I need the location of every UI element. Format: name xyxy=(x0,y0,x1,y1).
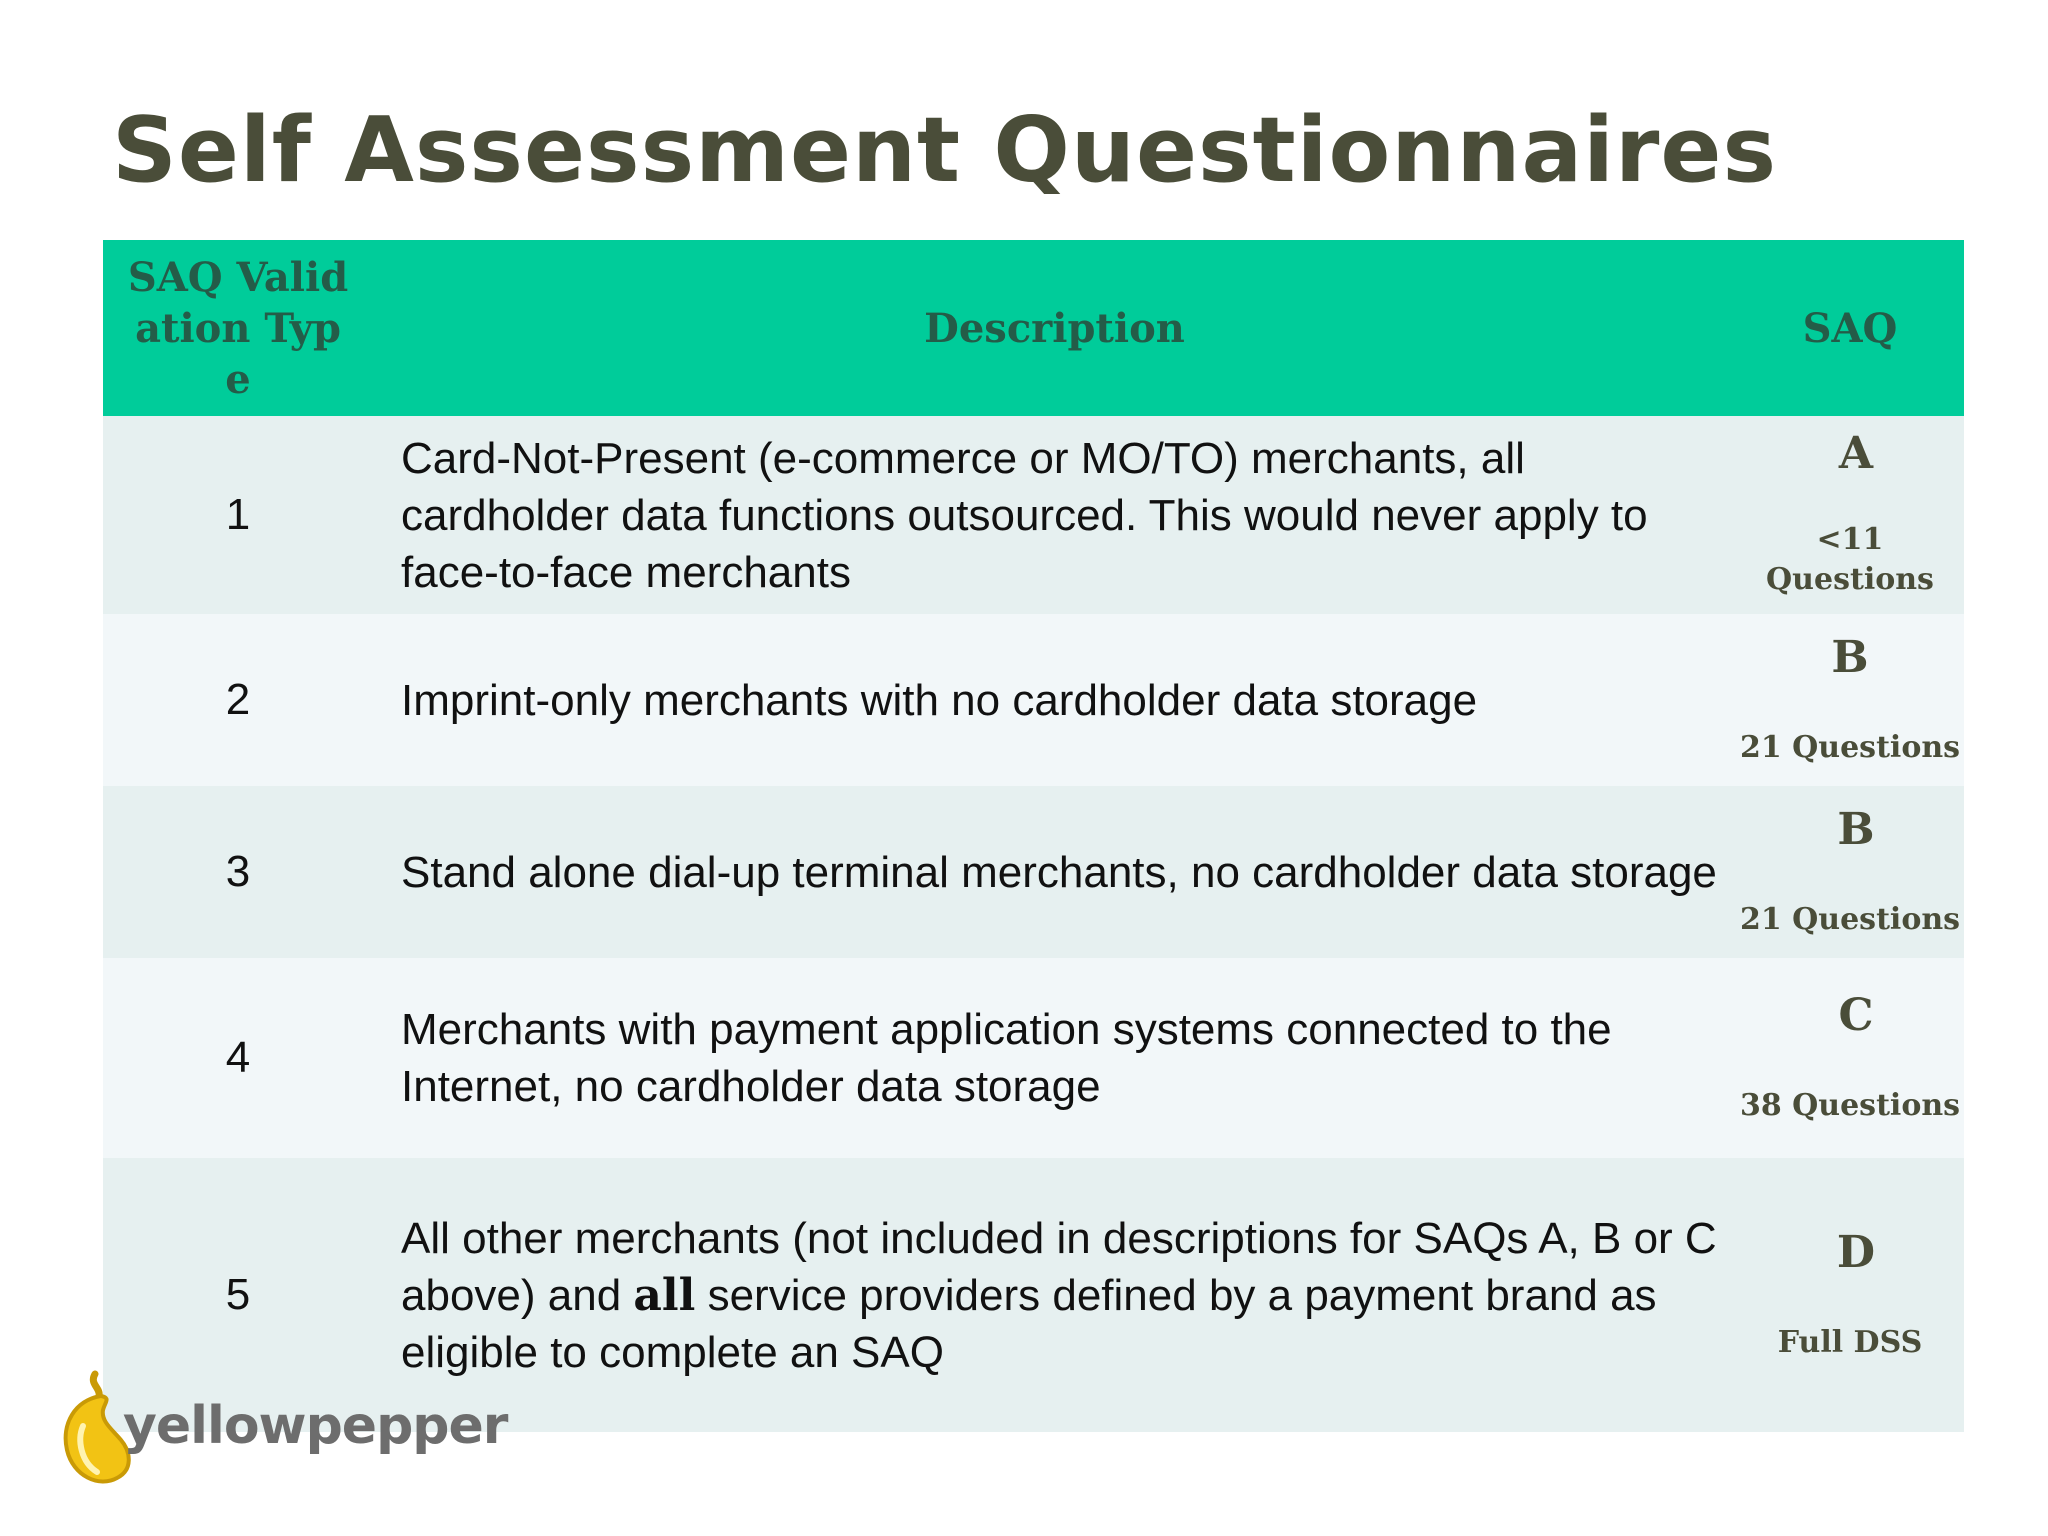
saq-cell xyxy=(1736,958,1964,1158)
saq-letter: C xyxy=(1838,990,1874,1041)
emphasis-all: all xyxy=(633,1269,696,1321)
validation-type-cell: 5 xyxy=(225,1270,251,1319)
table-row xyxy=(103,416,1964,614)
saq-letter: B xyxy=(1837,804,1875,855)
saq-letter: B xyxy=(1831,632,1869,683)
saq-cell xyxy=(1736,416,1964,614)
description-text: service providers defined by a payment brand as eligible to complete an SAQ xyxy=(401,1270,1657,1377)
table-header-row xyxy=(103,240,1964,416)
description-cell: Stand alone dial-up terminal merchants, no cardholder data storage xyxy=(401,847,1717,897)
saq-question-count: 38 Questions xyxy=(1739,1088,1961,1123)
saq-letter: A xyxy=(1838,428,1874,479)
saq-cell xyxy=(1736,1158,1964,1432)
validation-type-cell: 2 xyxy=(225,675,251,724)
table-row xyxy=(103,958,1964,1158)
table-row xyxy=(103,786,1964,958)
header-validation-type-label: SAQ Validation Type xyxy=(127,253,349,403)
yellowpepper-logo xyxy=(55,1366,508,1496)
saq-cell xyxy=(1736,614,1964,786)
description-cell: Imprint-only merchants with no cardholder data storage xyxy=(401,675,1478,725)
saq-question-count: 21 Questions xyxy=(1739,902,1961,937)
header-description: Description xyxy=(373,240,1736,416)
description-text: All other merchants (not included in descriptions for SAQs A, B or C above) and xyxy=(401,1213,1717,1320)
table-row xyxy=(103,614,1964,786)
saq-question-count: 21 Questions xyxy=(1739,730,1961,765)
saq-table xyxy=(103,240,1964,1432)
description-cell xyxy=(373,1158,1736,1432)
validation-type-cell: 3 xyxy=(225,847,251,896)
description-cell: Merchants with payment application systems connected to the Internet, no cardholder data storage xyxy=(401,1005,1612,1111)
saq-letter: D xyxy=(1836,1227,1876,1278)
header-validation-type xyxy=(103,240,373,416)
saq-question-count: <11 Questions xyxy=(1766,522,1934,597)
validation-type-cell: 4 xyxy=(225,1033,251,1082)
logo-text: yellowpepper xyxy=(123,1396,508,1456)
page-title: Self Assessment Questionnaires xyxy=(112,98,1778,203)
description-cell: Card-Not-Present (e-commerce or MO/TO) merchants, all cardholder data functions outsourced. This would never apply to face-to-face merchants xyxy=(401,433,1648,597)
saq-question-count: Full DSS xyxy=(1777,1325,1923,1360)
validation-type-cell: 1 xyxy=(225,490,251,539)
saq-cell xyxy=(1736,786,1964,958)
header-saq: SAQ xyxy=(1736,240,1964,416)
